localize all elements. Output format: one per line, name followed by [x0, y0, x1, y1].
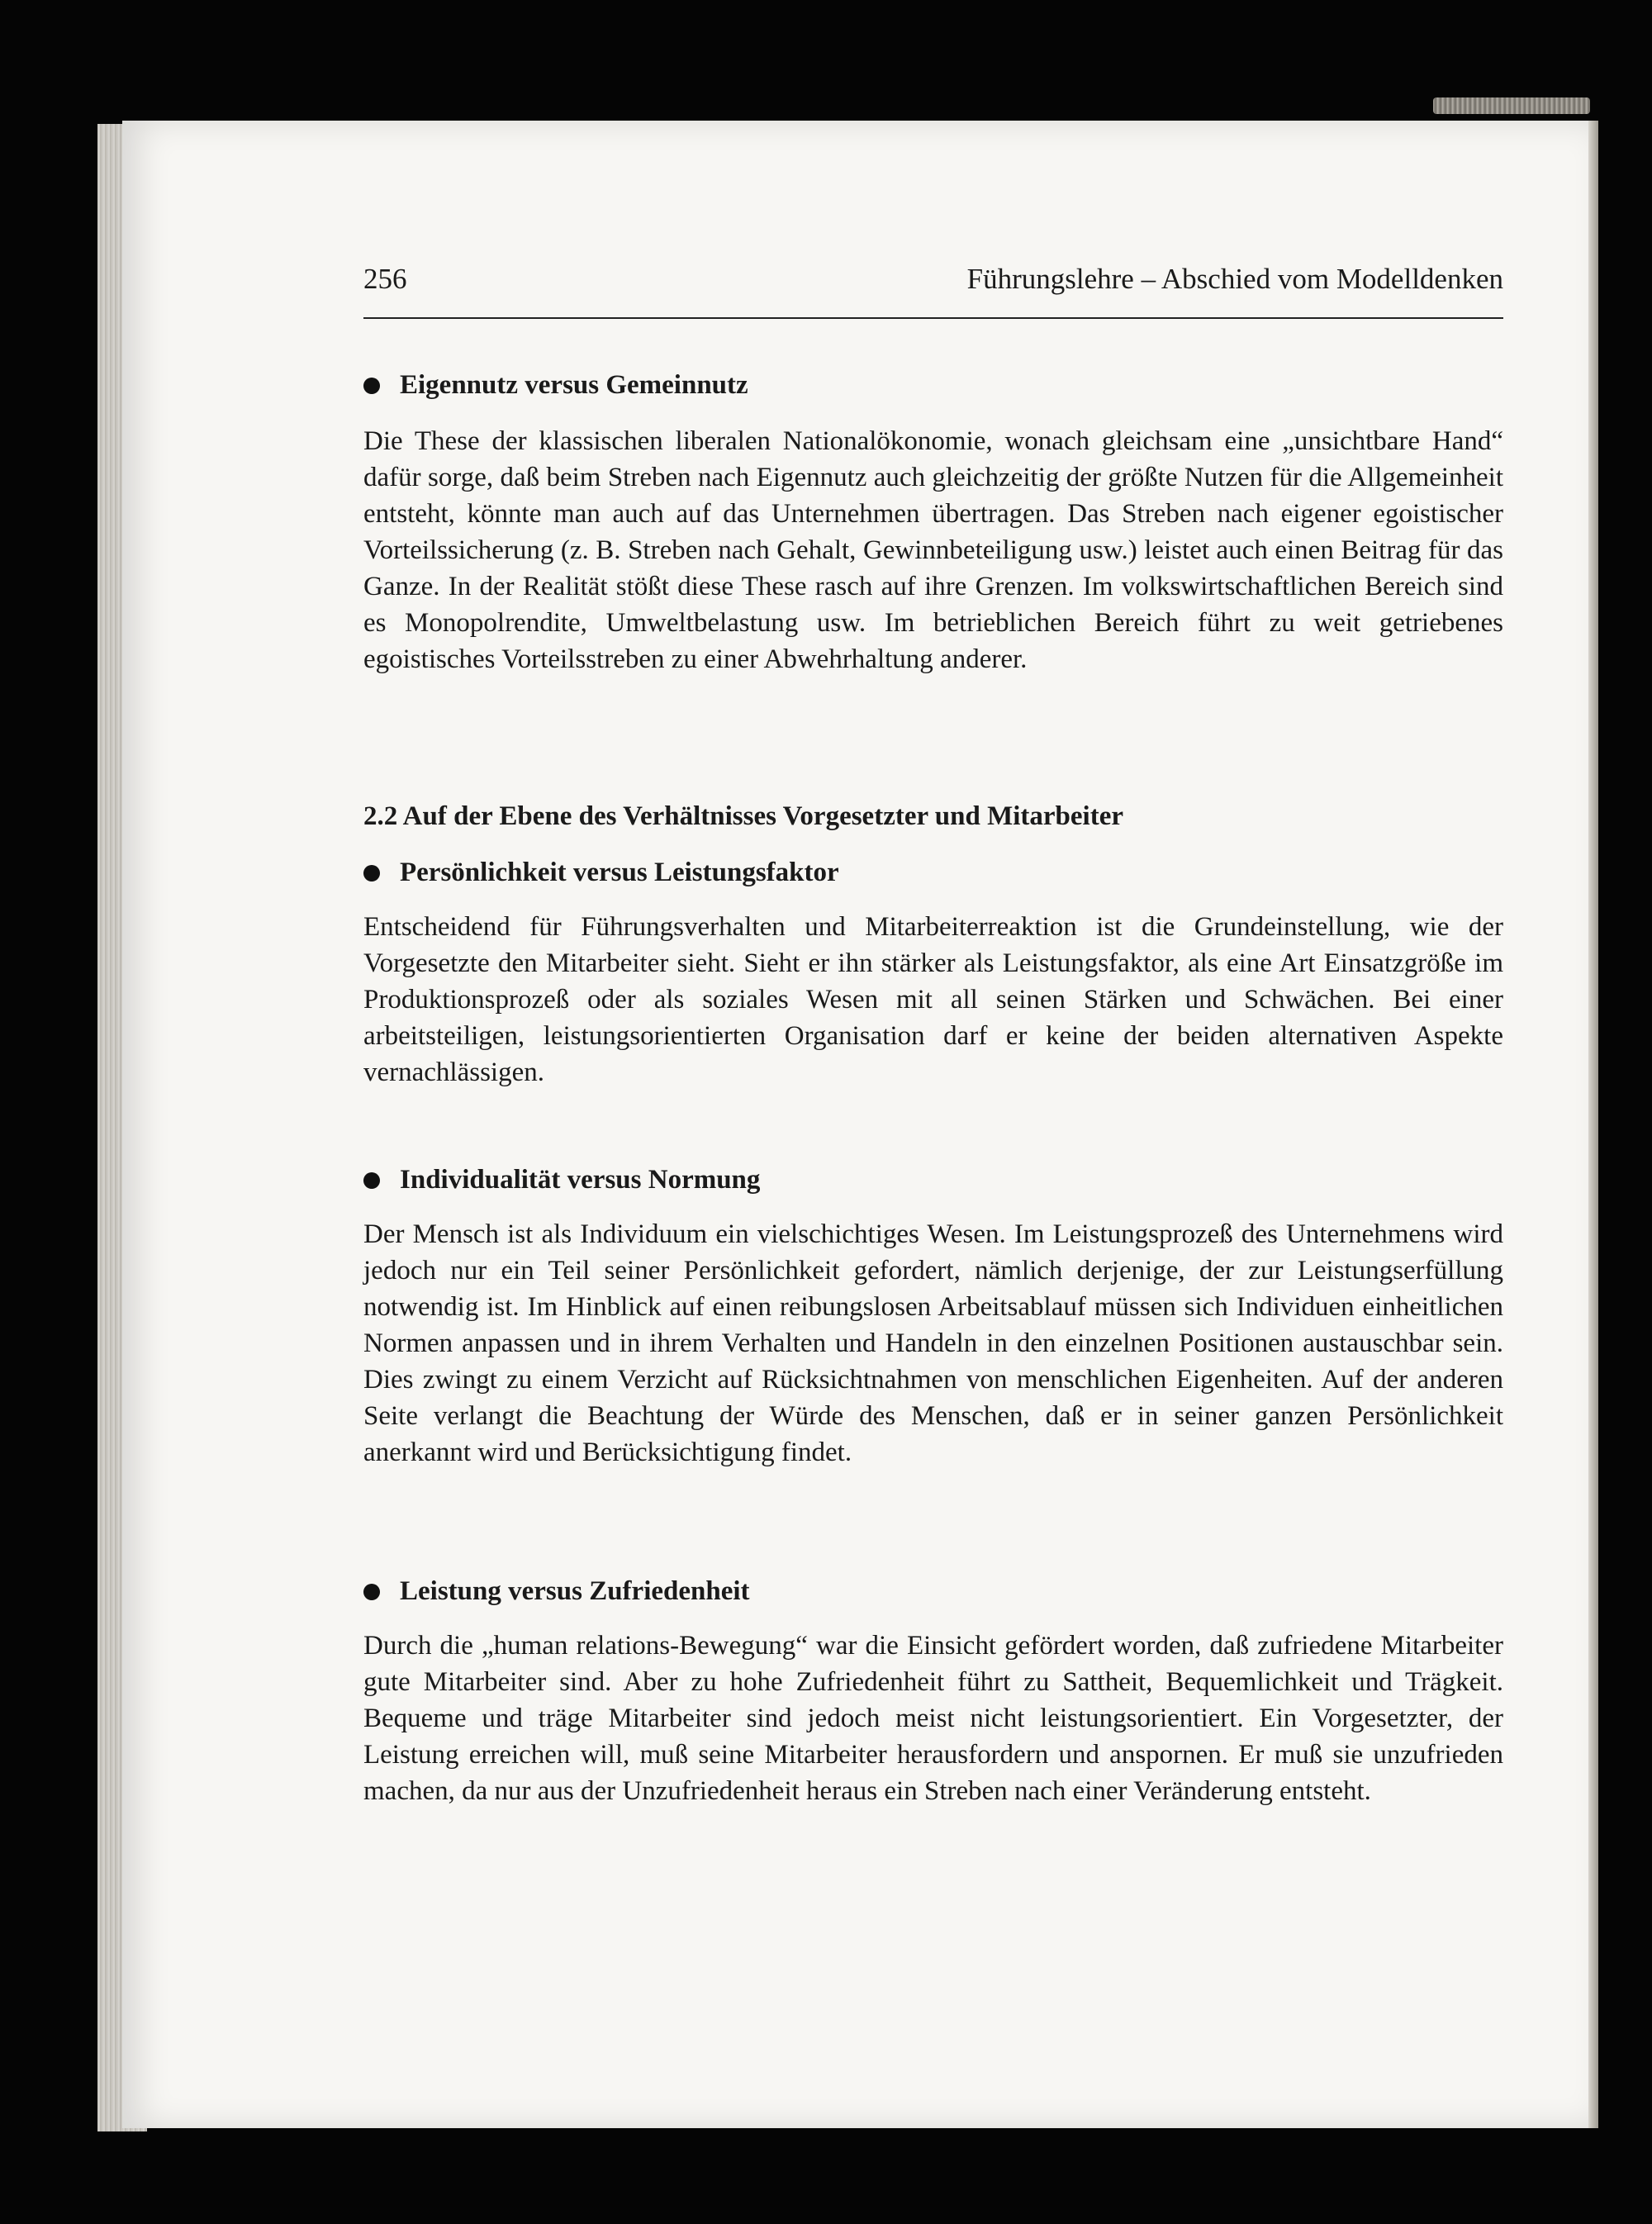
book-page: [122, 121, 1588, 2128]
bullet-heading: [363, 1576, 1503, 1607]
bullet-heading-text: Persönlichkeit versus Leistungsfaktor: [400, 858, 839, 887]
bullet-heading-text: Leistung versus Zufriedenheit: [400, 1576, 750, 1606]
paragraph: Der Mensch ist als Individuum ein vielschichtiges Wesen. Im Leistungsprozeß des Unternehmens wird jedoch nur ein Teil seiner Persönlichkeit gefordert, nämlich derjenige, der zur Leistungserfüllung notwendig ist. Im Hinblick auf einen reibungslosen Arbeitsablauf müssen sich Individuen einheitlichen Normen anpassen und in ihrem Verhalten und Handeln in den einzelnen Positionen austauschbar sein. Dies zwingt zu einem Verzicht auf Rücksichtnahmen von menschlichen Eigenheiten. Auf der anderen Seite verlangt die Beachtung der Würde des Menschen, daß er in seiner ganzen Persönlichkeit anerkannt wird und Berücksichtigung findet.: [363, 1219, 1503, 1467]
bullet-heading-text: Individualität versus Normung: [400, 1165, 761, 1195]
bullet-heading: [363, 1165, 1503, 1195]
bullet-icon: [363, 1584, 380, 1600]
paragraph: Die These der klassischen liberalen Nationalökonomie, wonach gleichsam eine „unsichtbare Hand“ dafür sorge, daß beim Streben nach Eigennutz auch gleichzeitig der größte Nutzen für die Allgemeinheit entsteht, könnte man auch auf das Unternehmen übertragen. Das Streben nach eigener egoistischer Vorteilssicherung (z. B. Streben nach Gehalt, Gewinnbeteiligung usw.) leistet auch einen Beitrag für das Ganze. In der Realität stößt diese These rasch auf ihre Grenzen. Im volkswirtschaftlichen Bereich sind es Monopolrendite, Umweltbelastung usw. Im betrieblichen Bereich führt zu weit getriebenes egoistisches Vorteilsstreben zu einer Abwehrhaltung anderer.: [363, 426, 1503, 674]
header-rule: [363, 317, 1503, 319]
paragraph: Entscheidend für Führungsverhalten und Mitarbeiterreaktion ist die Grundeinstellung, wie der Vorgesetzte den Mitarbeiter sieht. Sieht er ihn stärker als Leistungsfaktor, als eine Art Einsatzgröße im Produktionsprozeß oder als soziales Wesen mit all seinen Stärken und Schwächen. Bei einer arbeitsteiligen, leistungsorientierten Organisation darf er keine der beiden alternativen Aspekte vernachlässigen.: [363, 912, 1503, 1087]
bullet-heading-text: Eigennutz versus Gemeinnutz: [400, 370, 748, 400]
paragraph: Durch die „human relations-Bewegung“ war die Einsicht gefördert worden, daß zufriedene Mitarbeiter gute Mitarbeiter sind. Aber zu hohe Zufriedenheit führt zu Sattheit, Bequemlichkeit und Trägkeit. Bequeme und träge Mitarbeiter sind jedoch meist nicht leistungsorientiert. Ein Vorgesetzter, der Leistung erreichen will, muß seine Mitarbeiter herausfordern und anspornen. Er muß sie unzufrieden machen, da nur aus der Unzufriedenheit heraus ein Streben nach einer Veränderung entsteht.: [363, 1631, 1503, 1806]
bullet-heading: [363, 858, 1503, 888]
bullet-icon: [363, 865, 380, 882]
running-title: Führungslehre – Abschied vom Modelldenken: [966, 263, 1503, 295]
bullet-heading: [363, 370, 1503, 401]
running-header: [363, 263, 1503, 304]
bullet-icon: [363, 378, 380, 394]
page-right-edge: [1588, 121, 1598, 2128]
section-title: 2.2 Auf der Ebene des Verhältnisses Vorgesetzter und Mitarbeiter: [363, 801, 1123, 831]
binding-thread: [1433, 97, 1590, 114]
bullet-icon: [363, 1172, 380, 1189]
page-number: 256: [363, 263, 407, 295]
